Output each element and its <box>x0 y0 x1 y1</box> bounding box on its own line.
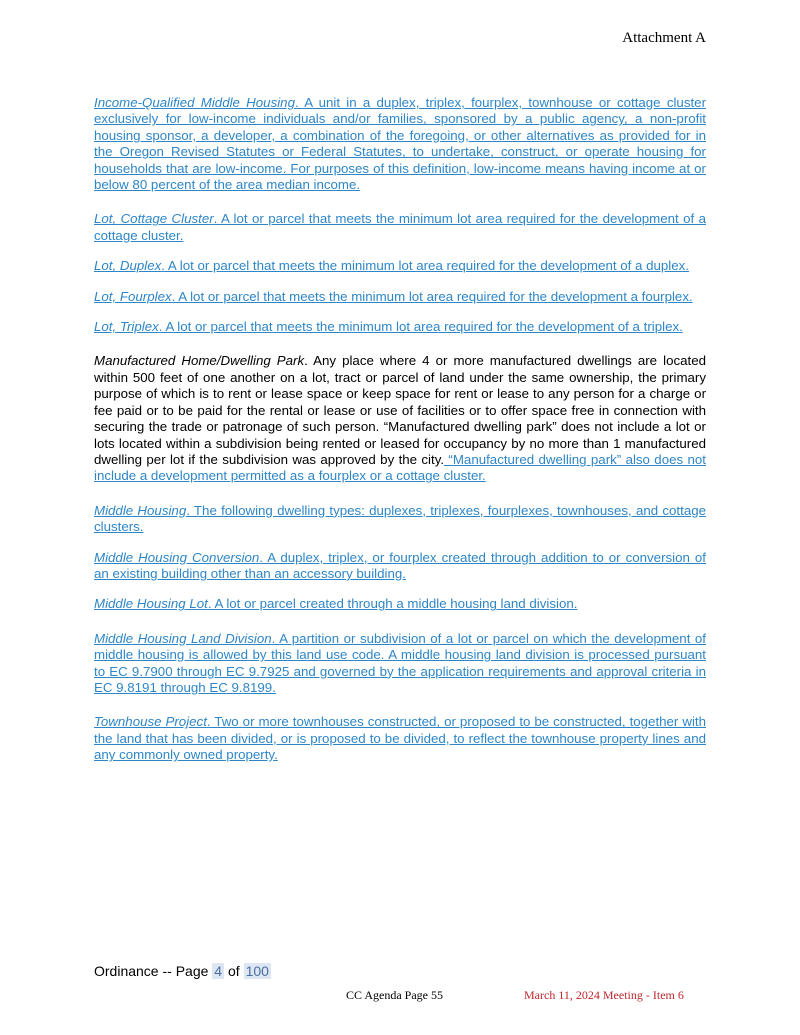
definition-townhouse-project <box>94 714 706 763</box>
definition-lot-fourplex <box>94 289 706 305</box>
definition-lot-cottage-cluster <box>94 211 706 244</box>
definition-text: . A lot or parcel that meets the minimum lot area required for the development of a cottage cluster. <box>94 211 706 243</box>
attachment-label: Attachment A <box>622 30 706 46</box>
total-pages: 100 <box>245 963 269 979</box>
of-label: of <box>227 963 240 979</box>
definition-lot-duplex <box>94 258 706 274</box>
definition-term: Lot, Duplex <box>94 258 162 274</box>
definition-term: Middle Housing Land Division <box>94 630 272 646</box>
definition-term: Lot, Cottage Cluster <box>94 211 214 227</box>
definition-text: . A lot or parcel that meets the minimum lot area required for the development of a duplex. <box>161 258 689 274</box>
definition-text: . A lot or parcel that meets the minimum lot area required for the development of a triplex. <box>158 319 683 335</box>
definition-text: . Any place where 4 or more manufactured dwellings are located within 500 feet of one another on a lot, tract or parcel of land under the same ownership, the primary purpose of which is to rent or lease space or keep space for rent or lease to any person for a charge or fee paid or to be paid for the rental or lease or use of facilities or to offer space free in connection with securing the trade or patronage of such person. “Manufactured dwelling park” does not include a lot or lots located within a subdivision being rented or leased for occupancy by no more than 1 manufactured dwelling per lot if the subdivision was approved by the city. <box>94 353 706 467</box>
definition-manufactured-dwelling-park <box>94 353 706 484</box>
definition-term: Townhouse Project <box>94 714 207 730</box>
definition-middle-housing-conversion <box>94 550 706 583</box>
definition-middle-housing <box>94 503 706 536</box>
definition-middle-housing-lot <box>94 596 706 612</box>
definition-term: Manufactured Home/Dwelling Park <box>94 353 305 369</box>
definition-term: Middle Housing Lot <box>94 596 208 612</box>
definition-term: Income-Qualified Middle Housing <box>94 95 295 110</box>
definition-term: Middle Housing Conversion <box>94 549 260 565</box>
definition-income-qualified-middle-housing <box>94 95 706 193</box>
definition-middle-housing-land-division <box>94 631 706 697</box>
page-number: 4 <box>214 963 223 979</box>
ordinance-page-footer <box>94 963 271 979</box>
definitions-section <box>94 95 706 778</box>
definition-text: . A partition or subdivision of a lot or parcel on which the development of middle housing is allowed by this land use code. A middle housing land division is processed pursuant to EC 9.7900 through EC 9.7925 and governed by the application requirements and approval criteria in EC 9.8191 through EC 9.8199. <box>94 630 707 695</box>
definition-term: Lot, Triplex <box>94 319 159 335</box>
definition-term: Lot, Fourplex <box>94 288 172 304</box>
definition-text: . Two or more townhouses constructed, or proposed to be constructed, together with the land that has been divided, or is proposed to be divided, to reflect the townhouse property lines and any commonly owned property. <box>94 714 706 763</box>
inserted-text: “Manufactured dwelling park” also does not include a development permitted as a fourplex or a cottage cluster. <box>94 451 706 484</box>
agenda-page: CC Agenda Page 55 <box>346 988 443 1002</box>
definition-text: . A duplex, triplex, or fourplex created through addition to or conversion of an existing building other than an accessory building. <box>94 549 706 581</box>
definition-text: . A unit in a duplex, triplex, fourplex, townhouse or cottage cluster exclusively for low-income individuals and/or families, sponsored by a public agency, a non-profit housing sponsor, a developer, a combination of the foregoing, or other alternatives as provided for in the Oregon Revised Statutes or Federal Statutes, to undertake, construct, or operate housing for households that are low-income. For purposes of this definition, low-income means having income at or below 80 percent of the area median income. <box>94 95 706 193</box>
definition-lot-triplex <box>94 319 706 335</box>
definition-term: Middle Housing <box>94 502 187 518</box>
definition-text: . A lot or parcel that meets the minimum lot area required for the development a fourplex. <box>171 288 693 304</box>
definition-text: . The following dwelling types: duplexes, triplexes, fourplexes, townhouses, and cottage clusters. <box>94 502 707 535</box>
ordinance-label: Ordinance -- Page <box>94 963 209 979</box>
definition-text: . A lot or parcel created through a middle housing land division. <box>207 596 578 612</box>
meeting-item: March 11, 2024 Meeting - Item 6 <box>524 988 684 1002</box>
